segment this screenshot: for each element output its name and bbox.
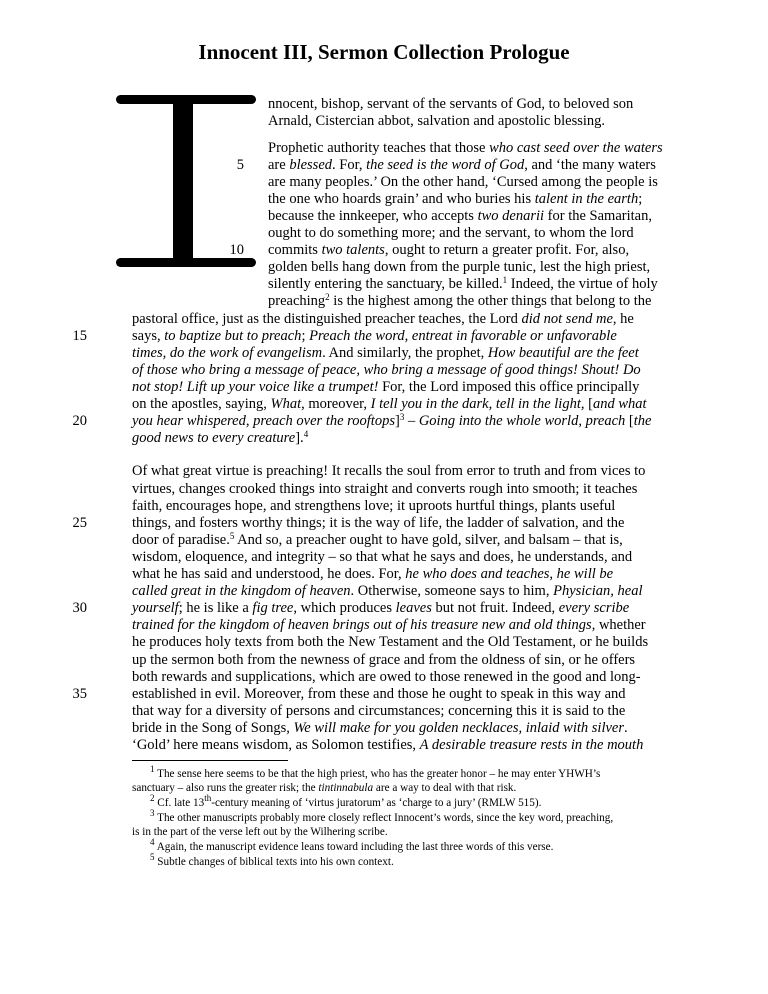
footnote-2: $^2$ Cf. late 13th-century meaning of ‘virtus juratorum’ as ‘charge to a jury’ (RMLW 515). xyxy=(150,793,542,809)
footnote-4: $^4$ Again, the manuscript evidence leans toward including the last three words of this verse. xyxy=(150,837,554,853)
line-number: 5 xyxy=(236,157,244,173)
footnote-rule xyxy=(132,760,288,761)
line-number: 20 xyxy=(72,413,87,429)
line-number: 30 xyxy=(72,600,87,616)
line-number: 35 xyxy=(72,686,87,702)
line-number: 15 xyxy=(72,328,87,344)
line-number: 10 xyxy=(229,242,244,258)
page-title: Innocent III, Sermon Collection Prologue xyxy=(198,40,570,64)
footnote-5: $^5$ Subtle changes of biblical texts into his own context. xyxy=(150,852,394,868)
document-page: Innocent III, Sermon Collection Prologue 5 10 15 20 25 30 35 nnocent, bishop, servant of the servants of God, to beloved son Arnald, Cistercian abbot, salvation and apostolic blessing. Prophetic authority teaches that those who cast seed over the waters are blessed. For, the seed is the word of God, and ‘the many waters are many peoples.’ On the other hand, ‘Cursed among the people is the one who hoards grain’ and who buries his talent in the earth; because the innkeeper, who accepts two denarii for the Samaritan, ought to do something more; and the servant, to whom the lord commits two talents, ought to return a greater profit. For, also, golden bells hang down from the purple tunic, lest the high priest, silently entering the sanctuary, be killed.$^1$ Indeed, the virtue of holy preaching$^2$ is the highest among the other things that belong to the pastoral office, just as the distinguished preacher teaches, the Lord did not send me, he says, to baptize but to preach; Preach the word, entreat in favorable or unfavorable times, do the work of evangelism. And similarly, the prophet, How beautiful are the feet of those who bring a message of peace, who bring a message of good things! Shout! Do not stop! Lift up your voice like a trumpet! For, the Lord imposed this office principally on the apostles, saying, What, moreover, I tell you in the dark, tell in the light, [and what you hear whispered, preach over the rooftops]$^3$ – Going into the whole world, preach [the good news to every creature].$^4$ Of what great virtue is preaching! It recalls the soul from error to truth and from vices to virtues, changes crooked things into straight and converts rough into smooth; it teaches faith, encourages hope, and strengthens love; it uproots hurtful things, plants useful things, and fosters worthy things; it is the way of life, the ladder of salvation, and the door of paradise.$^5$ And so, a preacher ought to have gold, silver, and balsam – that is, wisdom, eloquence, and integrity – so that what he says and does, he understands, and what he has said and understood, he does. For, he who does and teaches, he will be called great in the kingdom of heaven. Otherwise, someone says to him, Physician, heal yourself; he is like a fig tree, which produces leaves but not fruit. Indeed, every scribe trained for the kingdom of heaven brings out of his treasure new and old things, whether he produces holy texts from both the New Testament and the Old Testament, or he builds up the sermon both from the newness of grace and from the oldness of sin, or he offers both rewards and supplications, which are owed to those renewed in the good and long- established in evil. Moreover, from these and those he ought to speak in this way and that way for a diversity of persons and circumstances; concerning this it is said to the bride in the Song of Songs, We will make for you golden necklaces, inlaid with silver. ‘Gold’ here means wisdom, as Solomon testifies, A desirable treasure rests in the mouth $^1$ The sense here seems to be that the high priest, who has the greater honor – he may enter YHWH’s sanctuary – also runs the greater risk; the tintinnabula are a way to deal with that risk. $^2$ Cf. late 13th-century meaning of ‘virtus juratorum’ as ‘charge to a jury’ (RMLW 515). $^3$ The other manuscripts probably more closely reflect Innocent’s words, since the key word, preaching, is in the part of the verse left out by the Wilhering scribe. $^4$ Again, the manuscript evidence leans toward including the last three words of this verse. $^5$ Subtle changes of biblical texts into his own context. xyxy=(0,0,768,994)
footnote-3: $^3$ The other manuscripts probably more closely reflect Innocent’s words, since the key word, preaching, xyxy=(150,808,614,824)
footnote-3-cont: is in the part of the verse left out by the Wilhering scribe. xyxy=(132,826,388,838)
line-number: 25 xyxy=(72,515,87,531)
footnote-1: $^1$ The sense here seems to be that the high priest, who has the greater honor – he may enter YHWH’s xyxy=(150,764,601,780)
footnote-1-cont: sanctuary – also runs the greater risk; the tintinnabula are a way to deal with that risk. xyxy=(132,782,517,794)
